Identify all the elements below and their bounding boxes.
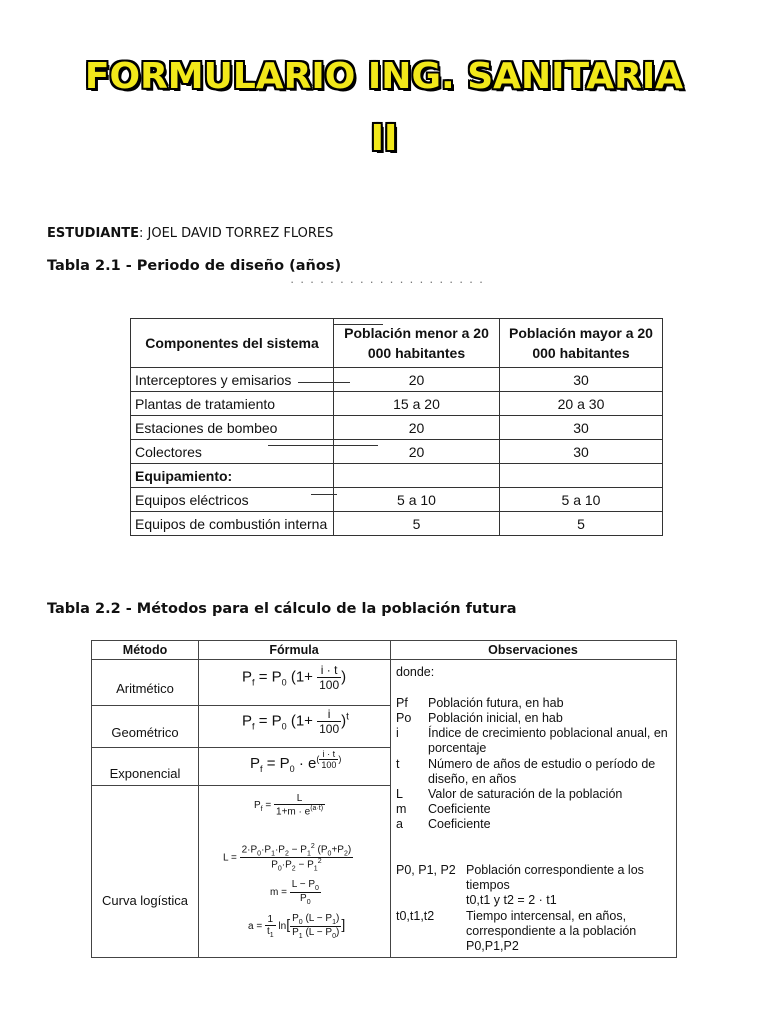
- table21-header: Población menor a 20 000 habitantes: [334, 319, 500, 368]
- definition-row: [396, 757, 674, 787]
- underline-mark: [333, 324, 383, 325]
- definition-symbol: m: [396, 802, 407, 816]
- table-cell: Colectores: [131, 440, 334, 464]
- definition-symbol: t0,t1,t2: [396, 909, 435, 923]
- logistic-definition-row: [396, 939, 674, 954]
- underline-mark: [311, 494, 337, 495]
- ghost-caption-fragment: · · · · · · · · · · · · · · · · · · · ·: [290, 274, 485, 289]
- definition-symbol: i: [396, 726, 399, 740]
- formula-arithmetic: $P_f = P_0$ (1+ $\frac{i \cdot t}{100}$ ): [242, 663, 347, 692]
- definition-text: Coeficiente: [428, 802, 491, 816]
- underline-mark: [268, 445, 378, 446]
- definition-symbol: P0, P1, P2: [396, 863, 456, 877]
- table-row: [131, 392, 663, 416]
- definition-text: Población inicial, en hab: [428, 711, 563, 725]
- table21-header-row: [131, 319, 663, 368]
- definition-text: Valor de saturación de la población: [428, 787, 623, 801]
- method-label: Curva logística: [102, 893, 188, 908]
- table-cell: 20: [334, 416, 500, 440]
- definition-symbol: Po: [396, 711, 412, 725]
- underline-mark: [298, 382, 350, 383]
- definition-row: [396, 817, 674, 832]
- table-row: [131, 416, 663, 440]
- table-row: [131, 368, 663, 392]
- table-row: [131, 488, 663, 512]
- table21-caption: Tabla 2.1 - Periodo de diseño (años): [47, 258, 342, 274]
- student-line: [47, 226, 333, 241]
- table-cell: 20: [334, 440, 500, 464]
- table-cell: 5 a 10: [334, 488, 500, 512]
- method-label: Geométrico: [111, 725, 179, 740]
- column-divider: [390, 641, 391, 957]
- definition-text: P0,P1,P2: [466, 939, 519, 953]
- student-name: : JOEL DAVID TORREZ FLORES: [138, 226, 334, 241]
- table-cell: 20: [334, 368, 500, 392]
- table-cell: [334, 464, 500, 488]
- table22-header: Fórmula: [198, 641, 390, 660]
- definition-row: [396, 802, 674, 817]
- formula-geometric: $P_f = P_0$ (1+ $\frac{i}{100}$ )$^t$: [242, 707, 349, 736]
- logistic-definition-row: [396, 909, 674, 939]
- table-cell: Plantas de tratamiento: [131, 392, 334, 416]
- obs-intro: donde:: [396, 665, 435, 679]
- definition-text: Coeficiente: [428, 817, 491, 831]
- definition-row: [396, 696, 674, 711]
- formula-logistic-l: L = $\frac{2\cdot P_0\cdot P_1\cdot P_2 - P_1^2 (P_0+P_2)}{P_0\cdot P_2 - P_1^2}$: [223, 843, 352, 873]
- table-cell: 5: [334, 512, 500, 536]
- table-cell: Estaciones de bombeo: [131, 416, 334, 440]
- formula-exponential: $P_f = P_0 \cdot e^{( \frac{i \cdot t}{100} )}$: [250, 749, 342, 774]
- definition-symbol: Pf: [396, 696, 408, 710]
- definition-row: [396, 787, 674, 802]
- definition-text: Población correspondiente a los tiempos: [466, 863, 644, 892]
- table-row: [131, 512, 663, 536]
- row-divider: [92, 705, 390, 706]
- table22-caption: Tabla 2.2 - Métodos para el cálculo de la población futura: [47, 601, 517, 617]
- definition-text: Número de años de estudio o período de diseño, en años: [428, 757, 656, 786]
- definition-row: [396, 711, 674, 726]
- table-cell: 5: [500, 512, 663, 536]
- table-cell: 15 a 20: [334, 392, 500, 416]
- method-label: Exponencial: [109, 766, 181, 781]
- definition-text: t0,t1 y t2 = 2 · t1: [466, 893, 557, 907]
- table-cell: 30: [500, 440, 663, 464]
- table-row: [131, 464, 663, 488]
- definition-row: [396, 726, 674, 756]
- document-title-line1: FORMULARIO ING. SANITARIA: [84, 56, 684, 97]
- table-cell: 20 a 30: [500, 392, 663, 416]
- table-cell: [500, 464, 663, 488]
- table-cell: 30: [500, 416, 663, 440]
- student-label: ESTUDIANTE: [47, 226, 139, 241]
- column-divider: [198, 641, 199, 957]
- row-divider: [92, 747, 390, 748]
- table-cell: Equipos eléctricos: [131, 488, 334, 512]
- definition-symbol: a: [396, 817, 403, 831]
- table21: [130, 318, 663, 536]
- table-cell: Equipos de combustión interna: [131, 512, 334, 536]
- definition-symbol: L: [396, 787, 403, 801]
- formula-logistic-m: m = $\frac{L - P_0}{P_0}$: [270, 879, 319, 906]
- logistic-definition-row: [396, 863, 674, 892]
- formula-logistic-a: a = $\frac{1}{t_1}$ ln[ $\frac{P_0 (L - P_1)}{P_1 (L - P_0)}$ ]: [248, 913, 346, 940]
- table21-header: Población mayor a 20 000 habitantes: [500, 319, 663, 368]
- method-label: Aritmético: [116, 681, 174, 696]
- definition-text: Tiempo intercensal, en años, correspondiente a la población: [466, 909, 637, 938]
- table-cell: 5 a 10: [500, 488, 663, 512]
- formula-logistic-pf: $P_f$ = $\frac{L}{1+m \cdot e^{(a\cdot t)}}$: [254, 793, 324, 818]
- table-cell: 30: [500, 368, 663, 392]
- table-cell: Equipamiento:: [131, 464, 334, 488]
- table-row: [131, 440, 663, 464]
- table21-header: Componentes del sistema: [131, 319, 334, 368]
- logistic-definition-row: [396, 893, 674, 908]
- table22-header: Observaciones: [390, 641, 676, 660]
- definition-text: Índice de crecimiento poblacional anual, en porcentaje: [428, 726, 668, 755]
- table22-header: Método: [92, 641, 198, 660]
- definition-symbol: t: [396, 757, 400, 771]
- definition-text: Población futura, en hab: [428, 696, 564, 710]
- row-divider: [92, 785, 390, 786]
- document-title-line2: II: [370, 118, 398, 159]
- table-cell: Interceptores y emisarios: [131, 368, 334, 392]
- table22: [91, 640, 677, 958]
